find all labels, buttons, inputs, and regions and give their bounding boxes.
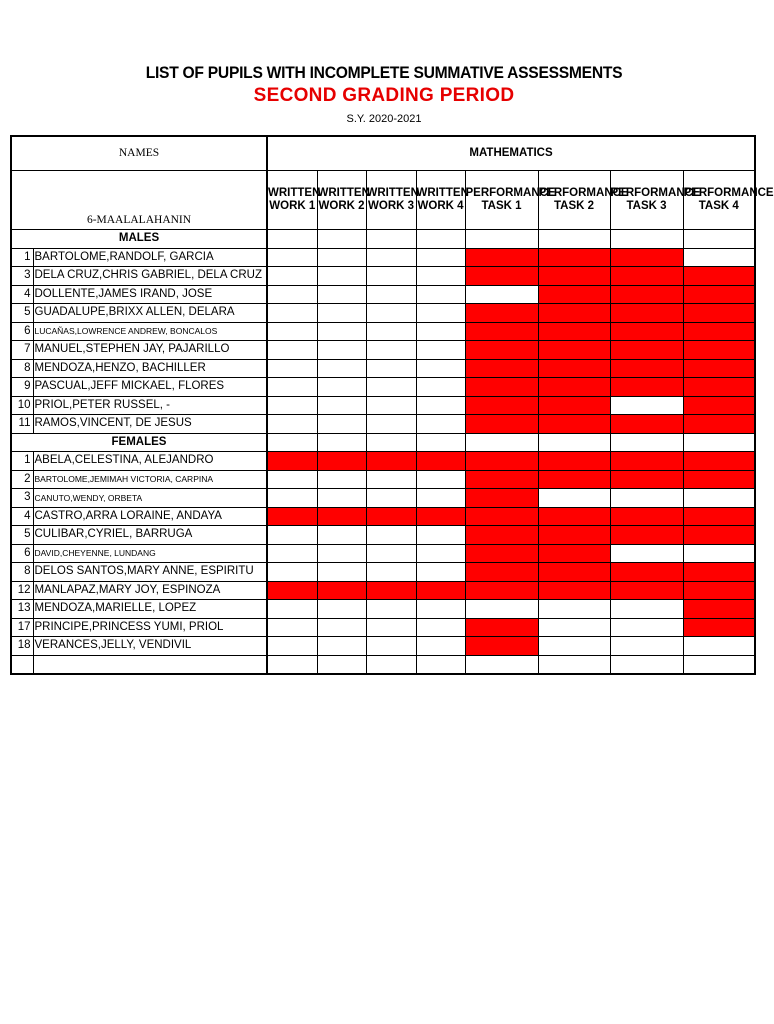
pupil-name: MANUEL,STEPHEN JAY, PAJARILLO: [33, 341, 267, 360]
incomplete-mark-cell: [465, 526, 538, 545]
pupil-number: 12: [11, 581, 33, 600]
complete-cell: [610, 637, 683, 656]
incomplete-mark-cell: [538, 563, 610, 582]
complete-cell: [317, 618, 366, 637]
complete-cell: [366, 563, 416, 582]
incomplete-mark-cell: [538, 470, 610, 489]
pupil-name: BARTOLOME,RANDOLF, GARCIA: [33, 248, 267, 267]
complete-cell: [416, 489, 465, 508]
complete-cell: [317, 359, 366, 378]
incomplete-mark-cell: [538, 285, 610, 304]
complete-cell: [538, 489, 610, 508]
incomplete-mark-cell: [538, 544, 610, 563]
empty-cell: [317, 230, 366, 249]
complete-cell: [366, 248, 416, 267]
column-header: WRITTEN WORK 4: [416, 171, 465, 230]
empty-cell: [317, 433, 366, 452]
names-header: NAMES: [11, 136, 267, 171]
subject-header: MATHEMATICS: [267, 136, 755, 171]
incomplete-mark-cell: [465, 581, 538, 600]
incomplete-mark-cell: [267, 452, 317, 471]
complete-cell: [366, 618, 416, 637]
complete-cell: [317, 544, 366, 563]
incomplete-mark-cell: [683, 378, 755, 397]
empty-cell: [267, 433, 317, 452]
complete-cell: [416, 267, 465, 286]
empty-cell: [465, 433, 538, 452]
complete-cell: [366, 378, 416, 397]
complete-cell: [366, 341, 416, 360]
complete-cell: [267, 544, 317, 563]
complete-cell: [366, 526, 416, 545]
complete-cell: [366, 322, 416, 341]
pupil-number: 5: [11, 304, 33, 323]
grading-period-subtitle: SECOND GRADING PERIOD: [253, 85, 515, 106]
incomplete-mark-cell: [538, 267, 610, 286]
section-name: 6-MAALALAHANIN: [11, 171, 267, 230]
complete-cell: [267, 637, 317, 656]
incomplete-mark-cell: [465, 322, 538, 341]
pupil-name: CANUTO,WENDY, ORBETA: [33, 489, 267, 508]
table-row: [11, 489, 755, 508]
incomplete-mark-cell: [610, 341, 683, 360]
complete-cell: [267, 248, 317, 267]
incomplete-mark-cell: [317, 507, 366, 526]
complete-cell: [267, 322, 317, 341]
empty-cell: [366, 433, 416, 452]
complete-cell: [267, 470, 317, 489]
incomplete-mark-cell: [366, 452, 416, 471]
incomplete-mark-cell: [465, 507, 538, 526]
pupil-name: PRIOL,PETER RUSSEL, -: [33, 396, 267, 415]
incomplete-mark-cell: [465, 304, 538, 323]
complete-cell: [317, 415, 366, 434]
column-header: WRITTEN WORK 3: [366, 171, 416, 230]
pupil-number: 17: [11, 618, 33, 637]
pupil-name: DELA CRUZ,CHRIS GABRIEL, DELA CRUZ: [33, 267, 267, 286]
table-row: [11, 267, 755, 286]
empty-cell: [416, 655, 465, 674]
incomplete-mark-cell: [538, 526, 610, 545]
incomplete-mark-cell: [610, 452, 683, 471]
complete-cell: [366, 489, 416, 508]
empty-cell: [465, 230, 538, 249]
table-row: [11, 341, 755, 360]
complete-cell: [416, 544, 465, 563]
column-header: PERFORMANCE TASK 2: [538, 171, 610, 230]
incomplete-mark-cell: [538, 378, 610, 397]
incomplete-mark-cell: [538, 322, 610, 341]
incomplete-mark-cell: [683, 526, 755, 545]
incomplete-mark-cell: [683, 507, 755, 526]
complete-cell: [317, 600, 366, 619]
empty-cell: [683, 433, 755, 452]
complete-cell: [317, 378, 366, 397]
incomplete-mark-cell: [683, 359, 755, 378]
incomplete-mark-cell: [465, 396, 538, 415]
school-year: S.Y. 2020-2021: [346, 113, 422, 125]
complete-cell: [366, 285, 416, 304]
complete-cell: [366, 470, 416, 489]
pupil-number: 3: [11, 267, 33, 286]
complete-cell: [317, 563, 366, 582]
pupil-number: 11: [11, 415, 33, 434]
table-row: [11, 544, 755, 563]
column-header: WRITTEN WORK 2: [317, 171, 366, 230]
complete-cell: [683, 544, 755, 563]
table-row: [11, 563, 755, 582]
complete-cell: [416, 618, 465, 637]
incomplete-mark-cell: [267, 507, 317, 526]
empty-cell: [267, 230, 317, 249]
table-row: [11, 322, 755, 341]
incomplete-mark-cell: [610, 507, 683, 526]
pupil-name: PRINCIPE,PRINCESS YUMI, PRIOL: [33, 618, 267, 637]
column-header: PERFORMANCE TASK 1: [465, 171, 538, 230]
incomplete-assessments-table: [10, 135, 774, 675]
pupil-name: BARTOLOME,JEMIMAH VICTORIA, CARPINA: [33, 470, 267, 489]
pupil-name: CASTRO,ARRA LORAINE, ANDAYA: [33, 507, 267, 526]
table-row: [11, 304, 755, 323]
pupil-name: DOLLENTE,JAMES IRAND, JOSE: [33, 285, 267, 304]
incomplete-mark-cell: [465, 544, 538, 563]
complete-cell: [366, 415, 416, 434]
complete-cell: [317, 267, 366, 286]
pupil-number: 3: [11, 489, 33, 508]
complete-cell: [465, 285, 538, 304]
table-row: [11, 452, 755, 471]
empty-cell: [610, 433, 683, 452]
pupil-name: VERANCES,JELLY, VENDIVIL: [33, 637, 267, 656]
complete-cell: [416, 322, 465, 341]
complete-cell: [317, 322, 366, 341]
complete-cell: [683, 637, 755, 656]
complete-cell: [416, 415, 465, 434]
pupil-name: GUADALUPE,BRIXX ALLEN, DELARA: [33, 304, 267, 323]
complete-cell: [416, 248, 465, 267]
incomplete-mark-cell: [683, 563, 755, 582]
complete-cell: [416, 304, 465, 323]
complete-cell: [267, 378, 317, 397]
incomplete-mark-cell: [610, 563, 683, 582]
empty-row: [11, 655, 755, 674]
empty-cell: [538, 655, 610, 674]
complete-cell: [416, 563, 465, 582]
table-row: [11, 470, 755, 489]
complete-cell: [267, 359, 317, 378]
complete-cell: [267, 267, 317, 286]
complete-cell: [465, 600, 538, 619]
column-header: PERFORMANCE TASK 3: [610, 171, 683, 230]
incomplete-mark-cell: [465, 637, 538, 656]
column-header: WRITTEN WORK 1: [267, 171, 317, 230]
complete-cell: [267, 600, 317, 619]
incomplete-mark-cell: [683, 341, 755, 360]
complete-cell: [366, 267, 416, 286]
table-row: [11, 359, 755, 378]
incomplete-mark-cell: [366, 581, 416, 600]
complete-cell: [416, 396, 465, 415]
empty-cell: [11, 655, 33, 674]
complete-cell: [267, 415, 317, 434]
pupil-number: 10: [11, 396, 33, 415]
incomplete-mark-cell: [465, 470, 538, 489]
complete-cell: [267, 285, 317, 304]
complete-cell: [317, 304, 366, 323]
group-header-row: [11, 433, 755, 452]
incomplete-mark-cell: [683, 396, 755, 415]
complete-cell: [416, 285, 465, 304]
complete-cell: [416, 341, 465, 360]
complete-cell: [416, 637, 465, 656]
empty-cell: [683, 655, 755, 674]
pupil-name: DAVID,CHEYENNE, LUNDANG: [33, 544, 267, 563]
pupil-name: MANLAPAZ,MARY JOY, ESPINOZA: [33, 581, 267, 600]
pupil-number: 18: [11, 637, 33, 656]
incomplete-mark-cell: [267, 581, 317, 600]
pupil-name: RAMOS,VINCENT, DE JESUS: [33, 415, 267, 434]
incomplete-mark-cell: [538, 507, 610, 526]
incomplete-mark-cell: [683, 304, 755, 323]
complete-cell: [267, 341, 317, 360]
incomplete-mark-cell: [610, 267, 683, 286]
incomplete-mark-cell: [538, 415, 610, 434]
pupil-number: 4: [11, 507, 33, 526]
incomplete-mark-cell: [610, 285, 683, 304]
incomplete-mark-cell: [538, 248, 610, 267]
incomplete-mark-cell: [416, 581, 465, 600]
complete-cell: [683, 248, 755, 267]
incomplete-mark-cell: [465, 248, 538, 267]
complete-cell: [683, 489, 755, 508]
empty-cell: [683, 230, 755, 249]
incomplete-mark-cell: [465, 452, 538, 471]
complete-cell: [317, 396, 366, 415]
complete-cell: [416, 600, 465, 619]
incomplete-mark-cell: [465, 359, 538, 378]
complete-cell: [366, 396, 416, 415]
incomplete-mark-cell: [683, 600, 755, 619]
pupil-number: 6: [11, 322, 33, 341]
incomplete-mark-cell: [683, 285, 755, 304]
incomplete-mark-cell: [465, 415, 538, 434]
complete-cell: [416, 470, 465, 489]
incomplete-mark-cell: [683, 322, 755, 341]
complete-cell: [267, 396, 317, 415]
complete-cell: [366, 600, 416, 619]
pupil-number: 1: [11, 248, 33, 267]
incomplete-mark-cell: [610, 378, 683, 397]
incomplete-mark-cell: [538, 452, 610, 471]
incomplete-mark-cell: [538, 341, 610, 360]
complete-cell: [317, 526, 366, 545]
incomplete-mark-cell: [610, 470, 683, 489]
pupil-number: 13: [11, 600, 33, 619]
complete-cell: [366, 359, 416, 378]
complete-cell: [538, 600, 610, 619]
complete-cell: [610, 600, 683, 619]
complete-cell: [538, 637, 610, 656]
complete-cell: [416, 359, 465, 378]
empty-cell: [610, 230, 683, 249]
pupil-name: DELOS SANTOS,MARY ANNE, ESPIRITU: [33, 563, 267, 582]
empty-cell: [317, 655, 366, 674]
incomplete-mark-cell: [465, 378, 538, 397]
complete-cell: [610, 544, 683, 563]
pupil-number: 7: [11, 341, 33, 360]
pupil-name: MENDOZA,MARIELLE, LOPEZ: [33, 600, 267, 619]
incomplete-mark-cell: [465, 341, 538, 360]
pupil-name: LUCAÑAS,LOWRENCE ANDREW, BONCALOS: [33, 322, 267, 341]
table-row: [11, 526, 755, 545]
complete-cell: [317, 637, 366, 656]
complete-cell: [538, 618, 610, 637]
complete-cell: [267, 618, 317, 637]
complete-cell: [267, 563, 317, 582]
incomplete-mark-cell: [610, 248, 683, 267]
empty-cell: [366, 230, 416, 249]
incomplete-mark-cell: [683, 415, 755, 434]
empty-cell: [465, 655, 538, 674]
incomplete-mark-cell: [683, 618, 755, 637]
complete-cell: [416, 526, 465, 545]
incomplete-mark-cell: [317, 581, 366, 600]
complete-cell: [610, 396, 683, 415]
complete-cell: [366, 304, 416, 323]
pupil-number: 8: [11, 359, 33, 378]
empty-cell: [366, 655, 416, 674]
incomplete-mark-cell: [465, 489, 538, 508]
pupil-number: 4: [11, 285, 33, 304]
pupil-name: PASCUAL,JEFF MICKAEL, FLORES: [33, 378, 267, 397]
complete-cell: [416, 378, 465, 397]
incomplete-mark-cell: [538, 304, 610, 323]
incomplete-mark-cell: [416, 507, 465, 526]
page-title: LIST OF PUPILS WITH INCOMPLETE SUMMATIVE ASSESSMENTS: [145, 63, 623, 82]
table-row: [11, 396, 755, 415]
pupil-number: 8: [11, 563, 33, 582]
incomplete-mark-cell: [465, 267, 538, 286]
incomplete-mark-cell: [538, 359, 610, 378]
pupil-name: MENDOZA,HENZO, BACHILLER: [33, 359, 267, 378]
empty-cell: [610, 655, 683, 674]
incomplete-mark-cell: [683, 470, 755, 489]
incomplete-mark-cell: [465, 563, 538, 582]
pupil-number: 6: [11, 544, 33, 563]
incomplete-mark-cell: [416, 452, 465, 471]
complete-cell: [267, 489, 317, 508]
group-header-row: [11, 230, 755, 249]
incomplete-mark-cell: [610, 581, 683, 600]
table-row: [11, 618, 755, 637]
incomplete-mark-cell: [610, 415, 683, 434]
empty-cell: [416, 230, 465, 249]
complete-cell: [317, 248, 366, 267]
incomplete-mark-cell: [538, 581, 610, 600]
complete-cell: [610, 618, 683, 637]
complete-cell: [267, 304, 317, 323]
incomplete-mark-cell: [683, 452, 755, 471]
empty-cell: [538, 433, 610, 452]
empty-cell: [538, 230, 610, 249]
incomplete-mark-cell: [610, 322, 683, 341]
group-label: FEMALES: [11, 433, 267, 452]
pupil-number: 9: [11, 378, 33, 397]
pupil-number: 1: [11, 452, 33, 471]
complete-cell: [366, 544, 416, 563]
table-row: [11, 248, 755, 267]
empty-cell: [33, 655, 267, 674]
incomplete-mark-cell: [683, 267, 755, 286]
table-row: [11, 285, 755, 304]
incomplete-mark-cell: [465, 618, 538, 637]
incomplete-mark-cell: [610, 304, 683, 323]
table-row: [11, 378, 755, 397]
complete-cell: [610, 489, 683, 508]
pupil-name: CULIBAR,CYRIEL, BARRUGA: [33, 526, 267, 545]
table-row: [11, 415, 755, 434]
complete-cell: [366, 637, 416, 656]
incomplete-mark-cell: [610, 526, 683, 545]
complete-cell: [317, 489, 366, 508]
empty-cell: [267, 655, 317, 674]
group-label: MALES: [11, 230, 267, 249]
pupil-number: 2: [11, 470, 33, 489]
pupil-name: ABELA,CELESTINA, ALEJANDRO: [33, 452, 267, 471]
table-row: [11, 507, 755, 526]
empty-cell: [416, 433, 465, 452]
complete-cell: [317, 341, 366, 360]
table-row: [11, 637, 755, 656]
incomplete-mark-cell: [366, 507, 416, 526]
incomplete-mark-cell: [610, 359, 683, 378]
complete-cell: [317, 285, 366, 304]
complete-cell: [317, 470, 366, 489]
column-header: PERFORMANCE TASK 4: [683, 171, 755, 230]
pupil-number: 5: [11, 526, 33, 545]
incomplete-mark-cell: [317, 452, 366, 471]
table-row: [11, 600, 755, 619]
incomplete-mark-cell: [538, 396, 610, 415]
complete-cell: [267, 526, 317, 545]
incomplete-mark-cell: [683, 581, 755, 600]
table-row: [11, 581, 755, 600]
